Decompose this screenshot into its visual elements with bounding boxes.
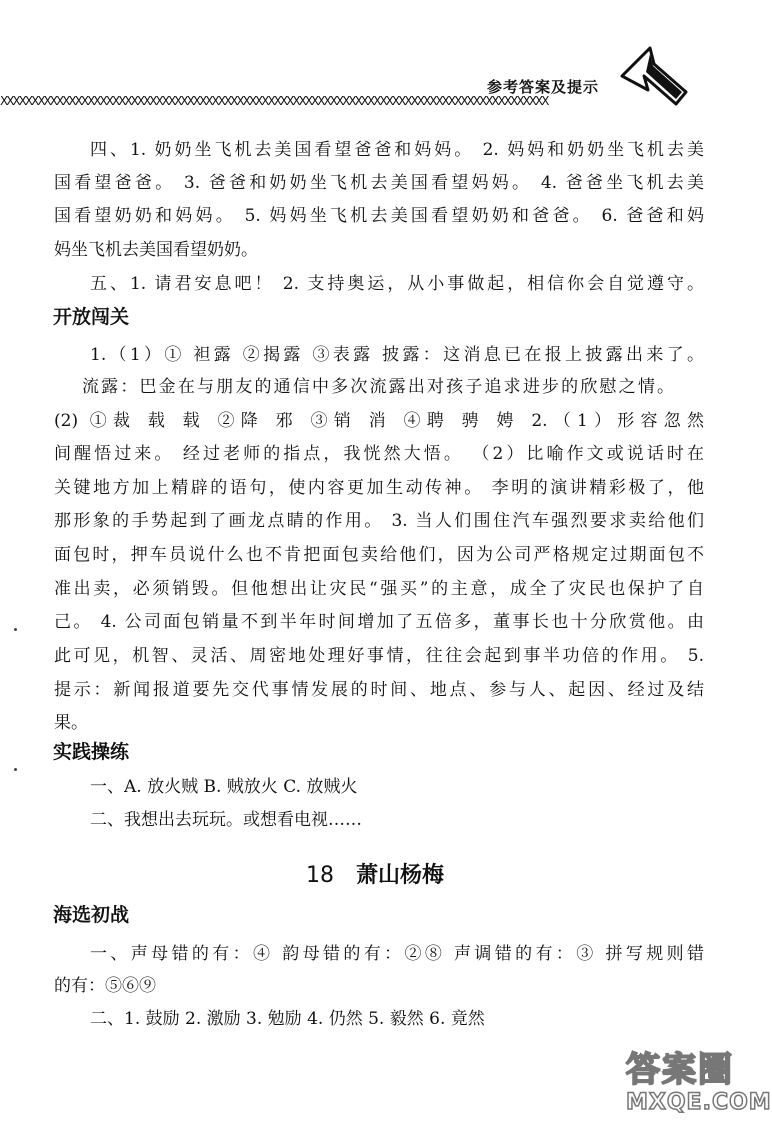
text-line: (2) ①裁 载 载 ②降 邪 ③销 消 ④聘 骋 娉 2.（1）形容忽然: [54, 411, 704, 431]
text-line: 四、1. 奶奶坐飞机去美国看望爸爸和妈妈。 2. 妈妈和奶奶坐飞机去美: [90, 140, 704, 160]
watermark-url: MXQE.COM: [626, 1090, 772, 1115]
text-line: 二、1. 鼓励 2. 激励 3. 勉励 4. 仍然 5. 毅然 6. 竟然: [90, 1009, 485, 1029]
text-line: 妈坐飞机去美国看望奶奶。: [54, 240, 258, 260]
watermark-logo: [618, 1038, 772, 1126]
lesson-number: 18: [305, 863, 334, 888]
scan-speck: [14, 768, 17, 771]
scan-speck: [14, 628, 17, 631]
section-heading-open: 开放闯关: [53, 306, 130, 328]
header-divider: XXXXXXXXXXXXXXXXXXXXXXXXXXXXXXXXXXXXXXXXXXXXXXXXXXXXXXXXXXXXXXXXXXXXXXXXXXXXXXXXXXXXXXXX: [0, 94, 548, 108]
text-line: 面包时，押车员说什么也不肯把面包卖给他们，因为公司严格规定过期面包不: [54, 545, 704, 565]
text-line: 1.（1）① 袒露 ②揭露 ③表露 披露：这消息已在报上披露出来了。: [90, 345, 704, 365]
section-heading-sea: 海选初战: [53, 904, 130, 926]
text-line: 的有：⑤⑥⑨: [54, 976, 156, 996]
text-line: 国看望奶奶和妈妈。 5. 妈妈坐飞机去美国看望奶奶和爸爸。 6. 爸爸和妈: [54, 206, 704, 226]
section-heading-practice: 实践操练: [53, 741, 130, 763]
text-line: 那形象的手势起到了画龙点睛的作用。 3. 当人们围住汽车强烈要求卖给他们: [54, 511, 704, 531]
lesson-name: 萧山杨梅: [355, 863, 444, 888]
text-line: 关键地方加上精辟的语句，使内容更加生动传神。 李明的演讲精彩极了，他: [54, 478, 704, 498]
answer-section-five: 五、1. 请君安息吧！ 2. 支持奥运，从小事做起，相信你会自觉遵守。: [90, 274, 704, 294]
watermark-text: 答案圈: [626, 1050, 734, 1090]
text-line: 一、声母错的有：④ 韵母错的有：②⑧ 声调错的有：③ 拼写规则错: [90, 944, 704, 964]
text-line: 此可见，机智、灵活、周密地处理好事情，往往会起到事半功倍的作用。 5.: [54, 646, 704, 666]
page-header-title: 参考答案及提示: [487, 78, 600, 96]
text-line: 流露：巴金在与朋友的通信中多次流露出对孩子追求进步的欣慰之情。: [82, 377, 674, 397]
text-line: 间醒悟过来。 经过老师的指点，我恍然大悟。 （2）比喻作文或说话时在: [54, 444, 704, 464]
text-line: 己。 4. 公司面包销量不到半年时间增加了五倍多，董事长也十分欣赏他。由: [54, 612, 704, 632]
text-line: 准出卖，必须销毁。但他想出让灾民“强买”的主意，成全了灾民也保护了自: [54, 579, 704, 599]
text-line: 提示：新闻报道要先交代事情发展的时间、地点、参与人、起因、经过及结: [54, 680, 704, 700]
text-line: 国看望爸爸。 3. 爸爸和奶奶坐飞机去美国看望妈妈。 4. 爸爸坐飞机去美: [54, 173, 704, 193]
text-line: 二、我想出去玩玩。或想看电视……: [90, 810, 362, 830]
text-line: 果。: [54, 713, 88, 733]
lesson-title: [0, 858, 750, 889]
text-line: 一、A. 放火贼 B. 贼放火 C. 放贼火: [90, 777, 358, 797]
